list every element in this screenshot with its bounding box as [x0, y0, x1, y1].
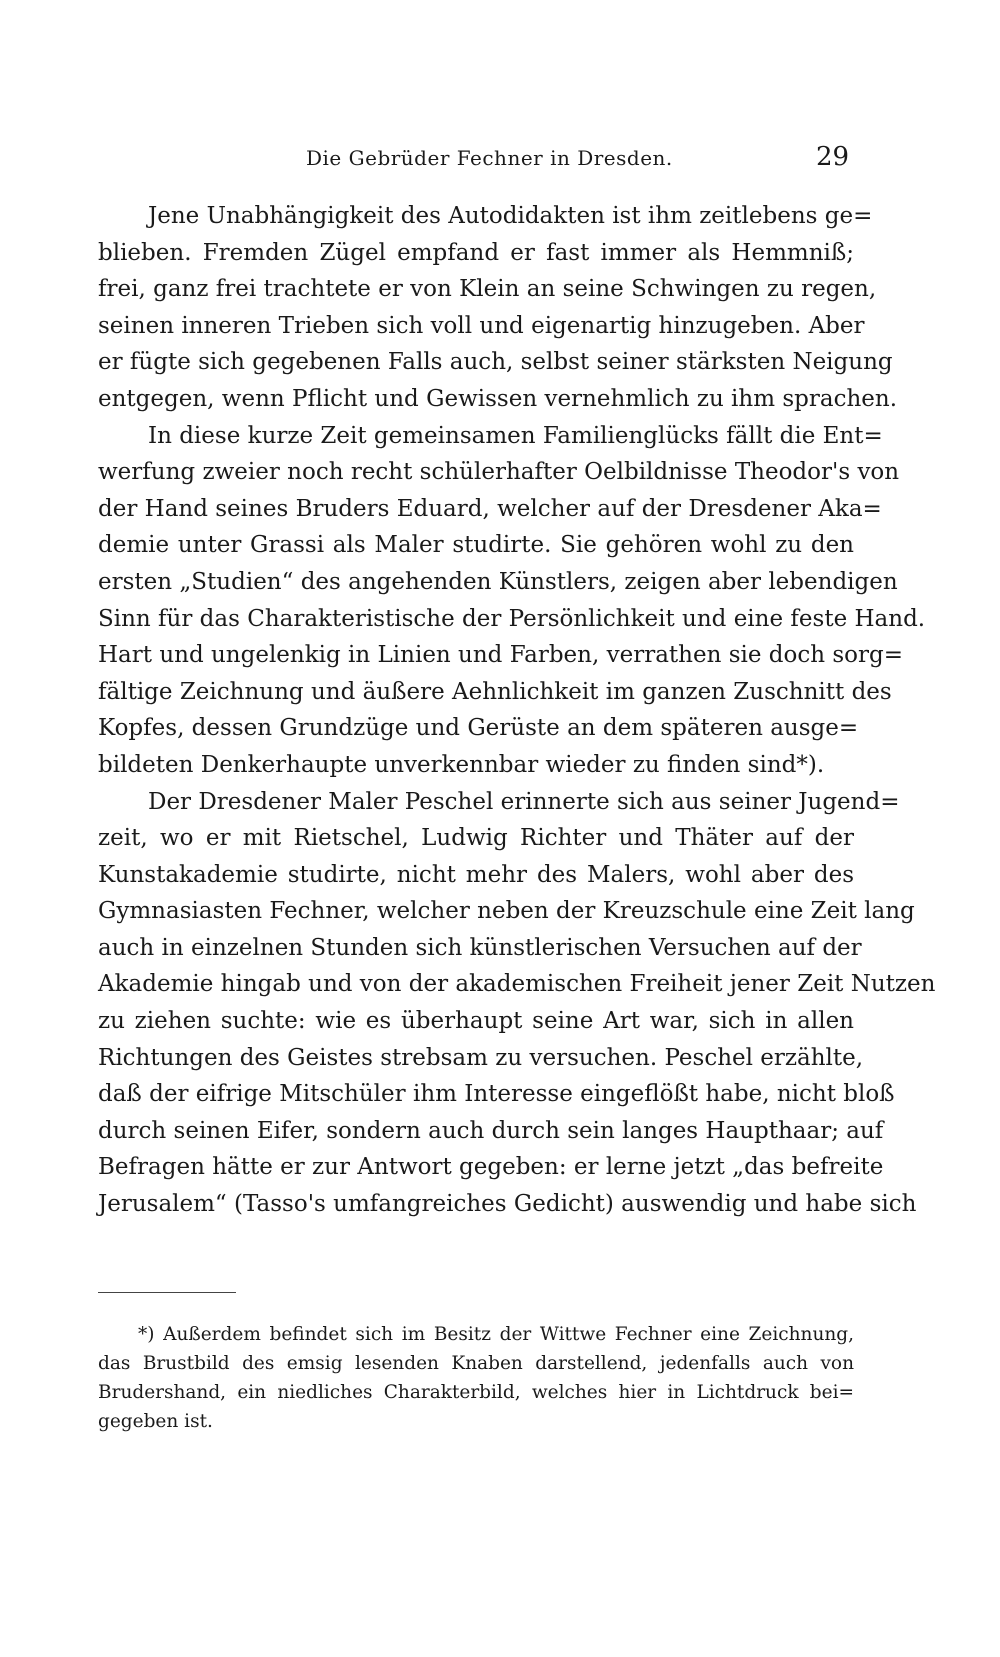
footnote-line: das Brustbild des emsig lesenden Knaben darstellend, jedenfalls auch von — [98, 1353, 854, 1374]
text-line: Hart und ungelenkig in Linien und Farben, verrathen sie doch sorg= — [98, 642, 903, 669]
text-line: Befragen hätte er zur Antwort gegeben: er lerne jetzt „das befreite — [98, 1154, 884, 1181]
text-line: fältige Zeichnung und äußere Aehnlichkeit im ganzen Zuschnitt des — [98, 678, 892, 705]
body-text — [98, 198, 936, 1223]
text-line: blieben. Fremden Zügel empfand er fast immer als Hemmniß; — [98, 239, 854, 266]
paragraph-1 — [98, 198, 898, 418]
footnote — [98, 1320, 854, 1436]
text-line: Akademie hingab und von der akademischen Freiheit jener Zeit Nutzen — [98, 971, 936, 998]
running-title: Die Gebrüder Fechner in Dresden. — [306, 146, 673, 170]
text-line: der Hand seines Bruders Eduard, welcher auf der Dresdener Aka= — [98, 495, 882, 522]
text-line: er fügte sich gegebenen Falls auch, selbst seiner stärksten Neigung — [98, 349, 893, 376]
text-line: seinen inneren Trieben sich voll und eigenartig hinzugeben. Aber — [98, 312, 865, 339]
text-line: Jene Unabhängigkeit des Autodidakten ist ihm zeitlebens ge= — [148, 203, 873, 229]
footnote-line: gegeben ist. — [98, 1411, 213, 1432]
text-line: In diese kurze Zeit gemeinsamen Familienglücks fällt die Ent= — [148, 422, 883, 449]
text-line: auch in einzelnen Stunden sich künstlerischen Versuchen auf der — [98, 934, 862, 961]
text-line: bildeten Denkerhaupte unverkennbar wieder zu finden sind*). — [98, 751, 825, 778]
text-line: Richtungen des Geistes strebsam zu versuchen. Peschel erzählte, — [98, 1044, 864, 1071]
text-line: ersten „Studien“ des angehenden Künstlers, zeigen aber lebendigen — [98, 568, 898, 595]
text-line: zu ziehen suchte: wie es überhaupt seine Art war, sich in allen — [98, 1008, 854, 1035]
text-line: frei, ganz frei trachtete er von Klein an seine Schwingen zu regen, — [98, 276, 877, 303]
text-line: entgegen, wenn Pflicht und Gewissen vernehmlich zu ihm sprachen. — [98, 385, 898, 412]
text-line: durch seinen Eifer, sondern auch durch sein langes Haupthaar; auf — [98, 1117, 884, 1144]
text-line: Kopfes, dessen Grundzüge und Gerüste an dem späteren ausge= — [98, 715, 859, 742]
text-line: Gymnasiasten Fechner, welcher neben der Kreuzschule eine Zeit lang — [98, 898, 915, 925]
footnote-line: *) Außerdem befindet sich im Besitz der Wittwe Fechner eine Zeichnung, — [138, 1324, 854, 1345]
text-line: Sinn für das Charakteristische der Persönlichkeit und eine feste Hand. — [98, 605, 926, 632]
text-line: Kunstakademie studirte, nicht mehr des Malers, wohl aber des — [98, 861, 854, 888]
text-line: werfung zweier noch recht schülerhafter Oelbildnisse Theodor's von — [98, 459, 900, 486]
footnote-line: Brudershand, ein niedliches Charakterbild, welches hier in Lichtdruck bei= — [98, 1382, 854, 1403]
footnote-divider — [98, 1292, 236, 1293]
text-line: Jerusalem“ (Tasso's umfangreiches Gedicht) auswendig und habe sich — [98, 1191, 917, 1218]
text-line: demie unter Grassi als Maler studirte. Sie gehören wohl zu den — [98, 532, 854, 559]
text-line: Der Dresdener Maler Peschel erinnerte sich aus seiner Jugend= — [148, 788, 900, 815]
paragraph-3 — [98, 784, 936, 1223]
text-line: daß der eifrige Mitschüler ihm Interesse eingeflößt habe, nicht bloß — [98, 1081, 895, 1108]
page-number: 29 — [816, 142, 850, 172]
paragraph-2 — [98, 418, 926, 784]
text-line: zeit, wo er mit Rietschel, Ludwig Richter und Thäter auf der — [98, 825, 854, 852]
